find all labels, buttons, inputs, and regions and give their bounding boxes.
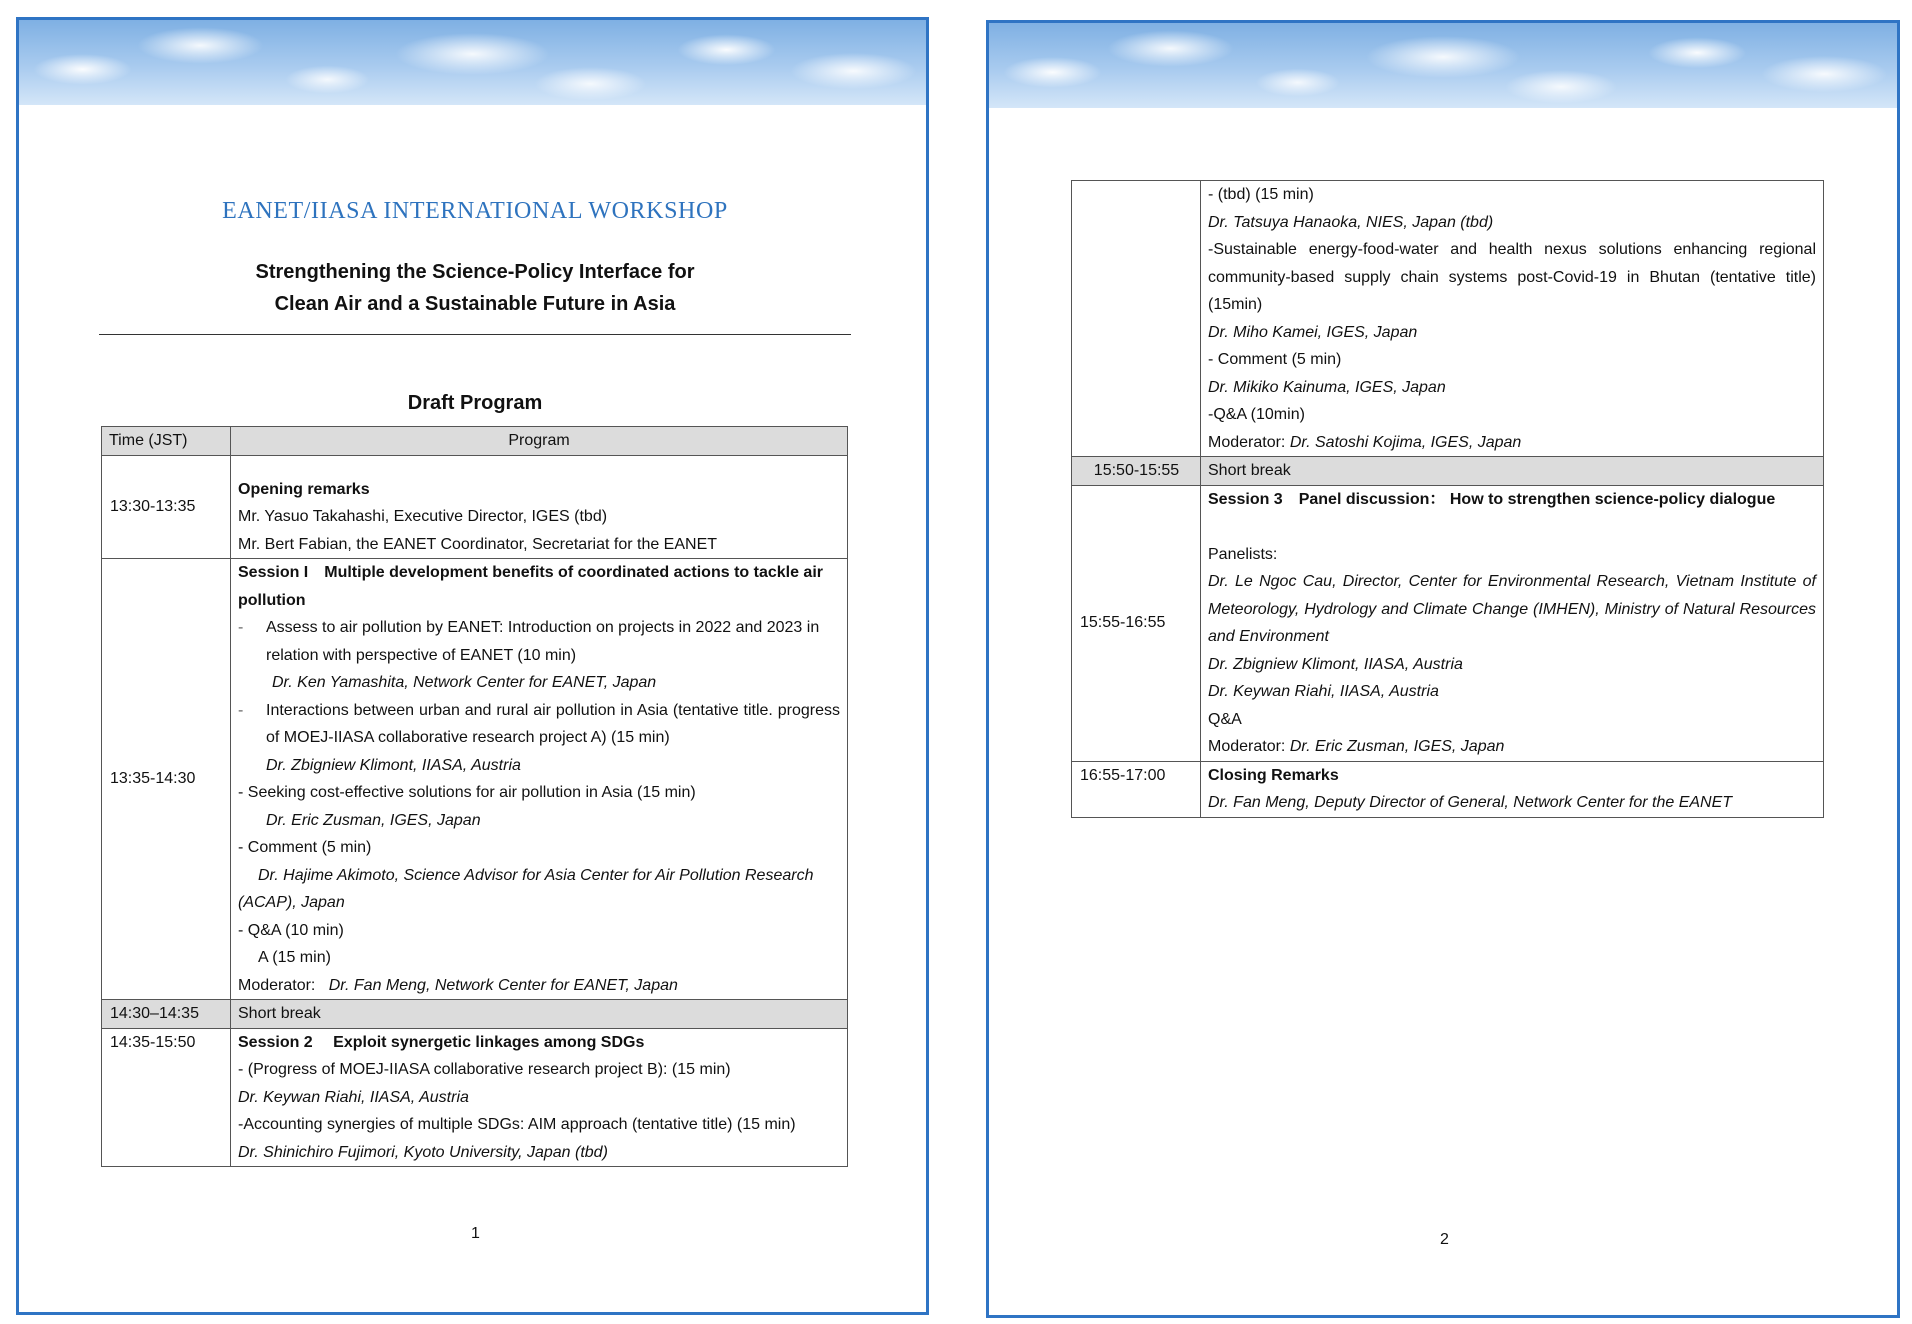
comment-line: - Comment (5 min) [238, 839, 372, 856]
sky-banner-image [989, 23, 1897, 108]
moderator-line [1208, 429, 1816, 457]
speaker-line: Dr. Hajime Akimoto, Science Advisor for Asia Center for Air Pollution Research (ACAP), Japan [238, 866, 814, 911]
speaker-line: Mr. Bert Fabian, the EANET Coordinator, Secretariat for the EANET [238, 535, 718, 553]
session-2-row [102, 1028, 848, 1167]
program-table-page-1 [101, 426, 848, 1167]
speaker-line: Dr. Eric Zusman, IGES, Japan [266, 811, 481, 829]
session-1-row [102, 559, 848, 1000]
document-page-1 [16, 17, 929, 1315]
dash-bullet: - [238, 619, 244, 636]
page-number: 1 [471, 1225, 480, 1242]
speaker-line: Dr. Mikiko Kainuma, IGES, Japan [1208, 378, 1446, 396]
session-3-row [1072, 485, 1824, 761]
speaker-line: Dr. Fan Meng, Deputy Director of General, Network Center for the EANET [1208, 794, 1733, 811]
program-cell [1201, 181, 1824, 457]
talk-title: - (tbd) (15 min) [1208, 186, 1314, 203]
time-column-header: Time (JST) [102, 427, 231, 456]
panelist-line: Dr. Le Ngoc Cau, Director, Center for Environmental Research, Vietnam Institute of Meteorology, Hydrology and Climate Change (IMHEN), Ministry of Natural Resources and Environment [1208, 573, 1816, 645]
short-break-row [102, 1000, 848, 1029]
program-cell: Short break [231, 1000, 848, 1029]
speaker-line: Dr. Ken Yamashita, Network Center for EANET, Japan [272, 674, 657, 691]
blank-line [1208, 513, 1816, 541]
panelist-line: Dr. Zbigniew Klimont, IIASA, Austria [1208, 655, 1463, 673]
program-cell [231, 559, 848, 1000]
time-cell: 15:55-16:55 [1072, 485, 1201, 761]
moderator-line [238, 972, 840, 1000]
time-cell [1072, 181, 1201, 457]
draft-program-heading: Draft Program [407, 392, 543, 414]
qa-line: - Q&A (10 min) [238, 921, 344, 939]
talk-title: Interactions between urban and rural air pollution in Asia (tentative title. progress of MOEJ-IIASA collaborative research project A) (15 min) [266, 701, 840, 746]
speaker-line: Dr. Tatsuya Hanaoka, NIES, Japan (tbd) [1208, 213, 1494, 231]
panelists-label: Panelists: [1208, 545, 1278, 563]
opening-heading: Opening remarks [238, 480, 370, 498]
table-header-row [102, 427, 848, 456]
short-break-row [1072, 457, 1824, 486]
time-cell: 14:30–14:35 [102, 1000, 231, 1029]
time-cell: 15:50-15:55 [1072, 457, 1201, 486]
comment-line: - Comment (5 min) [1208, 351, 1342, 368]
closing-heading: Closing Remarks [1208, 766, 1339, 784]
subtitle-line-2: Clean Air and a Sustainable Future in Asia [274, 293, 676, 315]
subtitle-line-1: Strengthening the Science-Policy Interface for [255, 261, 695, 283]
moderator-label: Moderator: [1208, 433, 1290, 451]
closing-remarks-row [1072, 761, 1824, 817]
program-cell: Short break [1201, 457, 1824, 486]
talk-title: -Sustainable energy-food-water and health nexus solutions enhancing regional community-based supply chain systems post-Covid-19 in Bhutan (tentative title) (15min) [1208, 241, 1816, 313]
moderator-label: Moderator: [1208, 738, 1290, 755]
speaker-line: Dr. Zbigniew Klimont, IIASA, Austria [266, 756, 521, 774]
page-number: 2 [1440, 1231, 1449, 1248]
moderator-name: Dr. Fan Meng, Network Center for EANET, Japan [328, 976, 678, 994]
talk-title: Assess to air pollution by EANET: Introduction on projects in 2022 and 2023 in relation with perspective of EANET (10 min) [266, 619, 820, 664]
qa-extra-line: A (15 min) [258, 949, 331, 966]
qa-line: -Q&A (10min) [1208, 406, 1305, 423]
moderator-line [1208, 733, 1816, 761]
moderator-label: Moderator: [238, 976, 316, 994]
time-cell: 16:55-17:00 [1072, 761, 1201, 817]
document-page-2 [986, 20, 1900, 1318]
sky-banner-image [19, 20, 926, 105]
program-column-header: Program [231, 427, 848, 456]
speaker-line: Mr. Yasuo Takahashi, Executive Director, IGES (tbd) [238, 508, 608, 525]
talk-title: - (Progress of MOEJ-IIASA collaborative research project B): (15 min) [238, 1061, 731, 1078]
speaker-line: Dr. Shinichiro Fujimori, Kyoto University, Japan (tbd) [238, 1143, 608, 1161]
list-item [238, 697, 840, 752]
speaker-line: Dr. Miho Kamei, IGES, Japan [1208, 323, 1418, 341]
talk-title: - Seeking cost-effective solutions for air pollution in Asia (15 min) [238, 784, 696, 801]
time-cell: 13:35-14:30 [102, 559, 231, 1000]
session-2-heading: Session 2 Exploit synergetic linkages among SDGs [238, 1033, 645, 1051]
moderator-name: Dr. Satoshi Kojima, IGES, Japan [1289, 433, 1522, 451]
panelist-line: Dr. Keywan Riahi, IIASA, Austria [1208, 683, 1439, 700]
talk-title: -Accounting synergies of multiple SDGs: AIM approach (tentative title) (15 min) [238, 1116, 796, 1133]
workshop-title: EANET/IIASA INTERNATIONAL WORKSHOP [222, 198, 728, 224]
program-cell [231, 455, 848, 559]
qa-line: Q&A [1208, 710, 1242, 728]
program-cell [1201, 485, 1824, 761]
opening-remarks-row [102, 455, 848, 559]
moderator-name: Dr. Eric Zusman, IGES, Japan [1289, 738, 1505, 755]
time-cell: 14:35-15:50 [102, 1028, 231, 1167]
session-1-heading: Session I Multiple development benefits of coordinated actions to tackle air pollution [238, 564, 823, 609]
speaker-line: Dr. Keywan Riahi, IIASA, Austria [238, 1088, 469, 1106]
program-cell [1201, 761, 1824, 817]
session-2-continued-row [1072, 181, 1824, 457]
dash-bullet: - [238, 701, 244, 719]
title-divider [99, 334, 851, 335]
program-cell [231, 1028, 848, 1167]
time-cell: 13:30-13:35 [102, 455, 231, 559]
list-item [238, 614, 840, 669]
session-3-heading: Session 3 Panel discussion： How to strengthen science-policy dialogue [1208, 490, 1776, 508]
program-table-page-2 [1071, 180, 1824, 818]
